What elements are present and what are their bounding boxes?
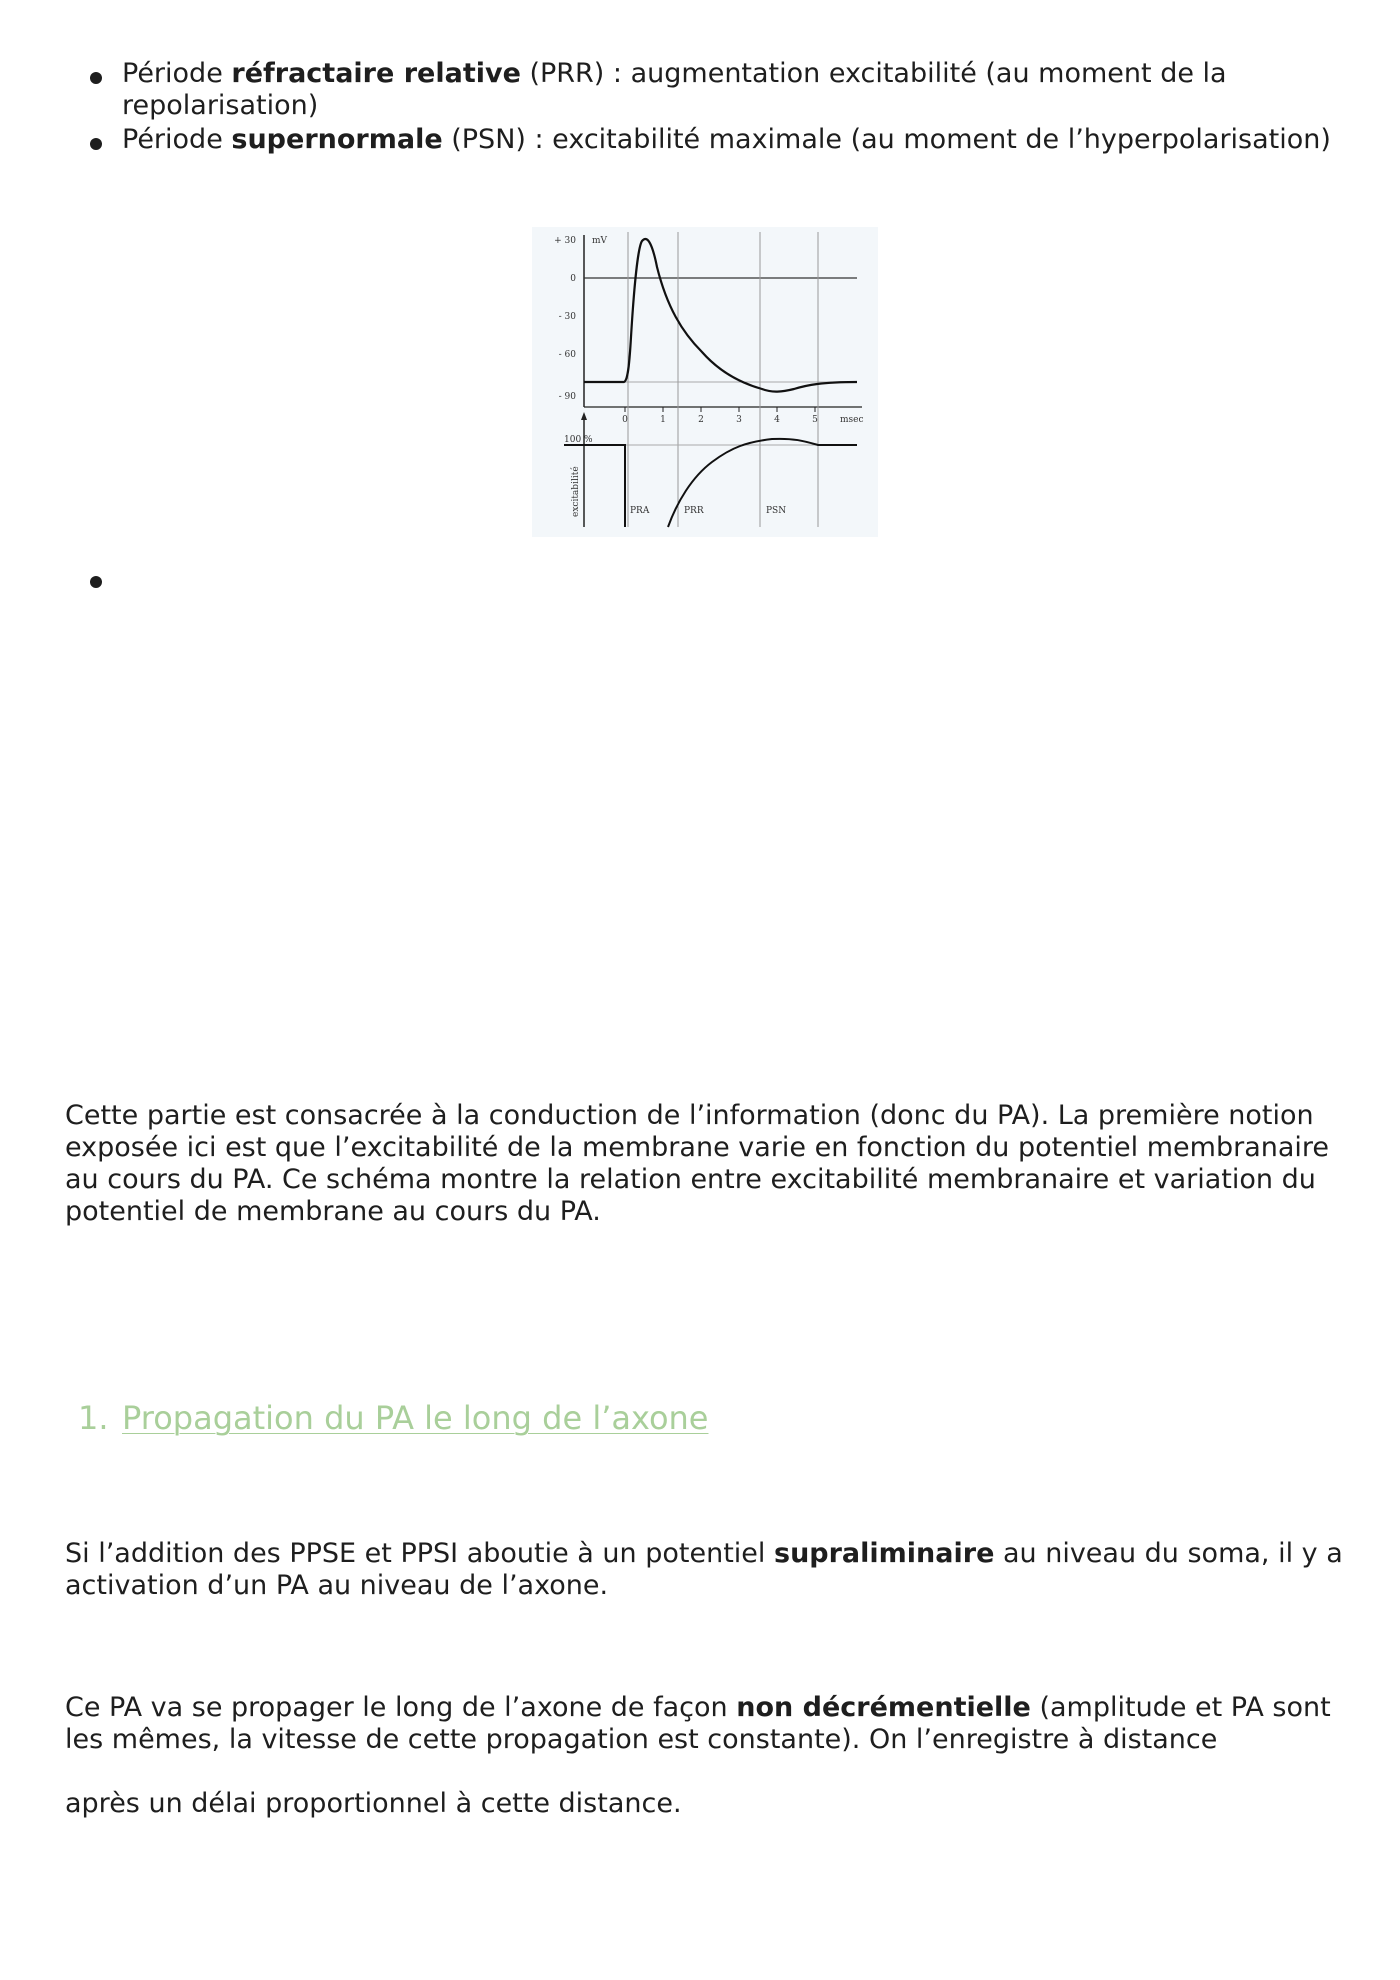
period-label-prr: PRR — [684, 506, 704, 516]
paragraph-delay: après un délai proportionnel à cette distance. — [65, 1788, 682, 1819]
mv-unit-label: mV — [592, 236, 608, 246]
x-tick-label: 1 — [660, 415, 666, 425]
bullet-text: (PSN) : excitabilité maximale (au moment de l’hyperpolarisation) — [442, 124, 1331, 155]
action-potential-diagram — [532, 227, 878, 537]
intro-paragraph: Cette partie est consacrée à la conduction de l’information (donc du PA). La première notion exposée ici est que l’excitabilité de la membrane varie en fonction du potentiel membranaire au cours du PA. Ce schéma montre la relation entre excitabilité membranaire et variation du potentiel de membrane au cours du PA. — [65, 1100, 1330, 1227]
bullet-prefix: Période — [122, 58, 232, 89]
text-run: Ce PA va se propager le long de l’axone de façon — [65, 1692, 737, 1723]
action-potential-figure — [532, 227, 878, 537]
x-tick-label: 4 — [774, 415, 780, 425]
x-tick-label: 2 — [698, 415, 704, 425]
percent-label: 100 % — [564, 435, 593, 445]
bullet-text: (PRR) : augmentation excitabilité (au moment de la repolarisation) — [122, 58, 1227, 121]
excitability-axis-label: excitabilité — [571, 466, 581, 517]
y-tick-label: 0 — [570, 274, 576, 284]
text-run: (amplitude et PA sont les mêmes, la vitesse de cette propagation est constante). On l’enregistre à distance — [65, 1692, 1331, 1755]
period-label-pra: PRA — [630, 506, 650, 516]
period-label-psn: PSN — [766, 506, 787, 516]
bold-term: supraliminaire — [774, 1538, 995, 1569]
paragraph-supraliminaire — [65, 1538, 1345, 1602]
y-tick-label: - 60 — [558, 350, 576, 360]
x-unit-label: msec — [840, 415, 864, 425]
y-tick-label: + 30 — [554, 236, 576, 246]
section-heading — [78, 1398, 708, 1438]
empty-bullet — [90, 576, 102, 588]
bullet-term: supernormale — [231, 124, 443, 155]
list-item-prr — [86, 58, 1336, 122]
x-tick-label: 5 — [812, 415, 818, 425]
text-run: au niveau du soma, il y a activation d’un PA au niveau de l’axone. — [65, 1538, 1343, 1601]
y-tick-label: - 90 — [558, 392, 576, 402]
paragraph-propagation — [65, 1692, 1345, 1756]
bold-term: non décrémentielle — [736, 1692, 1031, 1723]
y-tick-label: - 30 — [558, 312, 576, 322]
heading-number: 1. — [78, 1399, 109, 1437]
bullet-prefix: Période — [122, 124, 232, 155]
x-tick-label: 3 — [736, 415, 742, 425]
period-list — [86, 58, 1336, 158]
bullet-term: réfractaire relative — [231, 58, 521, 89]
heading-title: Propagation du PA le long de l’axone — [122, 1399, 709, 1437]
membrane-potential-curve — [584, 239, 857, 392]
text-run: Si l’addition des PPSE et PPSI aboutie à un potentiel — [65, 1538, 774, 1569]
list-item-psn — [86, 124, 1336, 156]
x-tick-label: 0 — [622, 415, 628, 425]
